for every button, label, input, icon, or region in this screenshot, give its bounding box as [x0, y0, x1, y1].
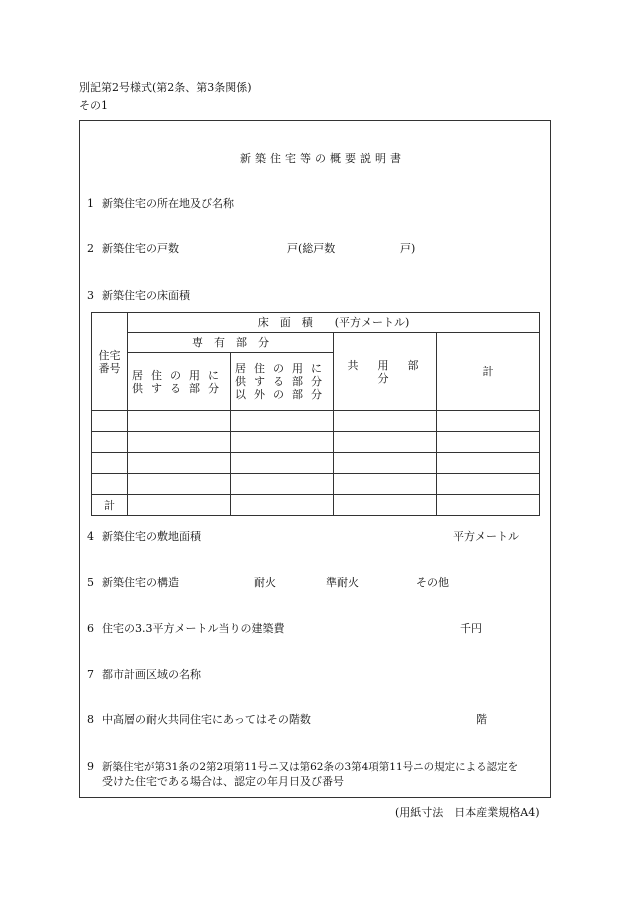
item-6-number: 6	[87, 622, 94, 635]
table-cell[interactable]	[231, 432, 334, 453]
table-cell[interactable]	[437, 474, 540, 495]
paper-size-note: (用紙寸法 日本産業規格A4)	[395, 806, 540, 819]
structure-quasi-fireproof: 準耐火	[326, 576, 359, 589]
table-cell[interactable]	[128, 474, 231, 495]
table-cell[interactable]	[92, 474, 128, 495]
item-2-unit-close: 戸)	[400, 242, 416, 255]
table-cell[interactable]	[231, 453, 334, 474]
table-cell[interactable]	[128, 432, 231, 453]
table-cell[interactable]	[92, 432, 128, 453]
item-4-unit: 平方メートル	[453, 530, 519, 543]
table-row	[92, 474, 540, 495]
table-cell[interactable]	[334, 495, 437, 516]
table-row	[92, 453, 540, 474]
item-8-label: 中高層の耐火共同住宅にあってはその階数	[102, 713, 311, 726]
table-cell[interactable]	[334, 432, 437, 453]
table-cell[interactable]	[92, 453, 128, 474]
item-4-number: 4	[87, 530, 94, 543]
table-cell[interactable]	[92, 411, 128, 432]
table-cell[interactable]	[437, 432, 540, 453]
table-cell[interactable]	[231, 411, 334, 432]
total-row	[92, 495, 540, 516]
item-5-number: 5	[87, 576, 94, 589]
table-cell[interactable]	[437, 453, 540, 474]
structure-other: その他	[416, 576, 449, 589]
table-cell[interactable]	[231, 495, 334, 516]
table-row	[92, 411, 540, 432]
item-4-label: 新築住宅の敷地面積	[102, 530, 201, 543]
house-number-header: 住宅 番号	[92, 313, 128, 411]
item-5-label: 新築住宅の構造	[102, 576, 179, 589]
item-2-unit-households: 戸(総戸数	[287, 242, 336, 255]
total-column-header: 計	[437, 333, 540, 411]
residential-area-header: 居住の用に 供する部分	[128, 353, 231, 411]
item-9-number: 9	[87, 760, 94, 773]
form-part: その1	[79, 99, 108, 112]
item-7-label: 都市計画区域の名称	[102, 668, 201, 681]
item-9-line2: 受けた住宅である場合は、認定の年月日及び番号	[102, 775, 344, 788]
table-cell[interactable]	[128, 453, 231, 474]
table-cell[interactable]	[334, 453, 437, 474]
item-6-unit: 千円	[460, 622, 482, 635]
total-row-label: 計	[92, 495, 128, 516]
common-area-header: 共 用 部 分	[334, 333, 437, 411]
item-8-unit: 階	[476, 713, 487, 726]
item-7-number: 7	[87, 668, 94, 681]
item-2-number: 2	[87, 242, 94, 255]
table-cell[interactable]	[334, 411, 437, 432]
table-cell[interactable]	[334, 474, 437, 495]
exclusive-area-header: 専 有 部 分	[128, 333, 334, 353]
item-3-number: 3	[87, 289, 94, 302]
item-9-line1: 新築住宅が第31条の2第2項第11号ニ又は第62条の3第4項第11号ニの規定による認定を	[102, 761, 519, 773]
table-cell[interactable]	[437, 411, 540, 432]
item-3-label: 新築住宅の床面積	[102, 289, 190, 302]
item-8-number: 8	[87, 713, 94, 726]
table-cell[interactable]	[128, 495, 231, 516]
structure-fireproof: 耐火	[254, 576, 276, 589]
floor-area-header: 床 面 積 (平方メートル)	[128, 313, 540, 333]
table-cell[interactable]	[437, 495, 540, 516]
page-title: 新築住宅等の概要説明書	[240, 152, 405, 165]
table-row	[92, 432, 540, 453]
item-1-label: 新築住宅の所在地及び名称	[102, 197, 234, 210]
table-cell[interactable]	[128, 411, 231, 432]
floor-area-table	[91, 312, 540, 516]
item-1-number: 1	[87, 197, 94, 210]
item-6-label: 住宅の3.3平方メートル当りの建築費	[102, 622, 285, 635]
table-cell[interactable]	[231, 474, 334, 495]
form-label: 別記第2号様式(第2条、第3条関係)	[79, 81, 252, 94]
nonresidential-area-header: 居住の用に 供する部分 以外の部分	[231, 353, 334, 411]
item-2-label: 新築住宅の戸数	[102, 242, 179, 255]
